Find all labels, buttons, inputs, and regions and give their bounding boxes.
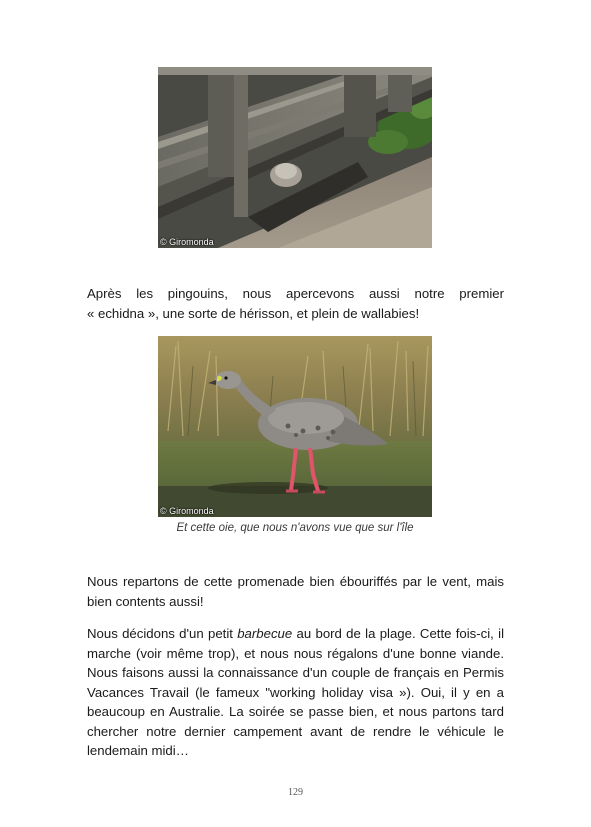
goose-photo-image (158, 336, 432, 517)
paragraph-echidna (87, 284, 504, 323)
barbecue-italic: barbecue (237, 626, 293, 641)
photo-goose (158, 336, 432, 517)
paragraph-barbecue-start: Nous décidons d'un petit (87, 626, 238, 641)
photo-credit: © Giromonda (160, 237, 214, 247)
paragraph-echidna-line1: Après les pingouins, nous apercevons aussi notre premier (87, 286, 504, 301)
paragraph-barbecue (87, 624, 504, 761)
paragraph-promenade: Nous repartons de cette promenade bien ébouriffés par le vent, mais bien contents aussi! (87, 574, 504, 609)
photo-echidna (158, 67, 432, 248)
photo-credit: © Giromonda (160, 506, 214, 516)
page-number: 129 (288, 787, 303, 798)
echidna-photo-image (158, 67, 432, 248)
paragraph-barbecue-rest: au bord de la plage. Cette fois-ci, il marche (voir même trop), et nous nous régalons d'une bonne viande. Nous faisons aussi la connaissance d'un couple de français en Permis Vacances Travail (le fameux "working holiday visa »). Oui, il y en a beaucoup en Australie. La soirée se passe bien, et nous partons tard chercher notre dernier campement avant de rendre le véhicule le lendemain midi… (87, 626, 504, 758)
paragraph-echidna-line2: « echidna », une sorte de hérisson, et plein de wallabies! (87, 305, 420, 321)
photo-caption: Et cette oie, que nous n'avons vue que sur l'île (176, 522, 414, 534)
